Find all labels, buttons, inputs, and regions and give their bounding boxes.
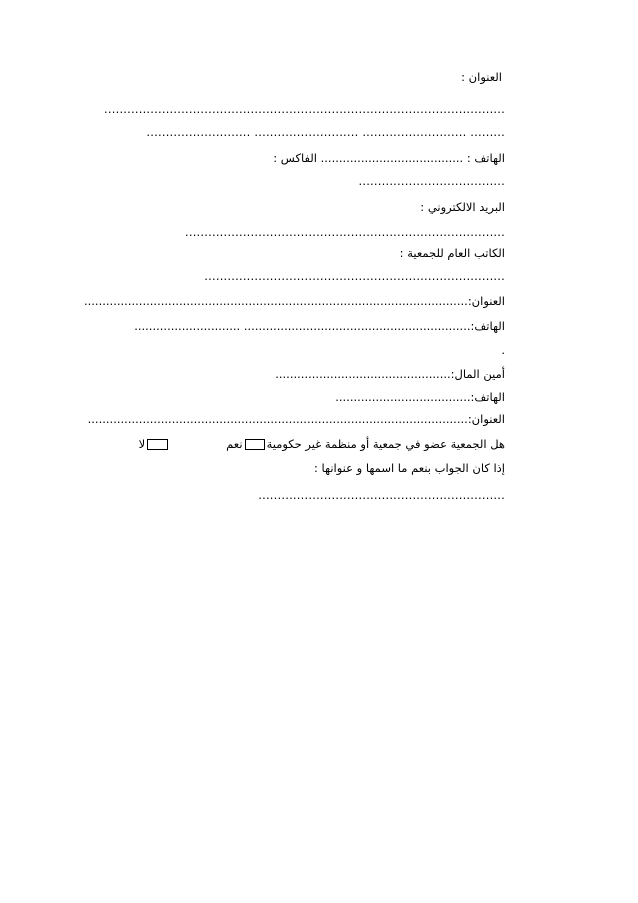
treasurer-row: [275, 366, 505, 382]
address-line-2[interactable]: ......... ........................... ........................... ...........................: [146, 125, 505, 139]
address-label: العنوان :: [461, 70, 502, 84]
membership-followup-field[interactable]: ................................................................: [258, 488, 505, 502]
treasurer-address-row: [88, 411, 505, 427]
yes-label: نعم: [226, 437, 243, 451]
treasurer-phone-label: الهاتف:: [470, 390, 505, 404]
fax-label: الفاكس :: [273, 151, 317, 165]
email-field[interactable]: ...................................................................................: [184, 225, 505, 239]
treasurer-phone-row: [335, 389, 505, 405]
treasurer-phone-field[interactable]: .....................................: [335, 390, 471, 404]
phone-fax-row: [273, 150, 505, 166]
no-checkbox[interactable]: [147, 439, 168, 450]
membership-question: هل الجمعية عضو في جمعية أو منظمة غير حكومية: [266, 437, 505, 451]
secretary-name-field[interactable]: ..............................................................................: [204, 269, 505, 283]
secretary-address-row: [84, 293, 505, 309]
email-label: البريد الالكتروني :: [420, 200, 505, 214]
phone-label: الهاتف :: [466, 151, 505, 165]
secretary-phone-extra-field[interactable]: .............................: [134, 319, 241, 333]
treasurer-label: أمين المال:: [450, 367, 505, 381]
no-label: لا: [138, 437, 146, 451]
secretary-address-field[interactable]: .........................................................................................................: [83, 294, 468, 308]
treasurer-address-label: العنوان:: [467, 412, 505, 426]
membership-question-row: [139, 436, 505, 452]
secretary-phone-field[interactable]: ..............................................................: [243, 319, 471, 333]
secretary-phone-row: [134, 318, 505, 334]
secretary-label: الكاتب العام للجمعية :: [399, 246, 505, 260]
membership-followup: إذا كان الجواب بنعم ما اسمها و عنوانها :: [314, 461, 505, 475]
fax-field[interactable]: ......................................: [358, 174, 505, 188]
address-line-1[interactable]: ........................................................................................................: [104, 102, 505, 116]
phone-field[interactable]: .......................................: [320, 151, 464, 165]
period-mark: .: [501, 343, 505, 357]
secretary-address-label: العنوان:: [467, 294, 505, 308]
secretary-phone-label: الهاتف:: [470, 319, 505, 333]
treasurer-name-field[interactable]: ................................................: [275, 367, 451, 381]
treasurer-address-field[interactable]: ........................................................................................................: [87, 412, 468, 426]
yes-checkbox[interactable]: [245, 439, 265, 450]
